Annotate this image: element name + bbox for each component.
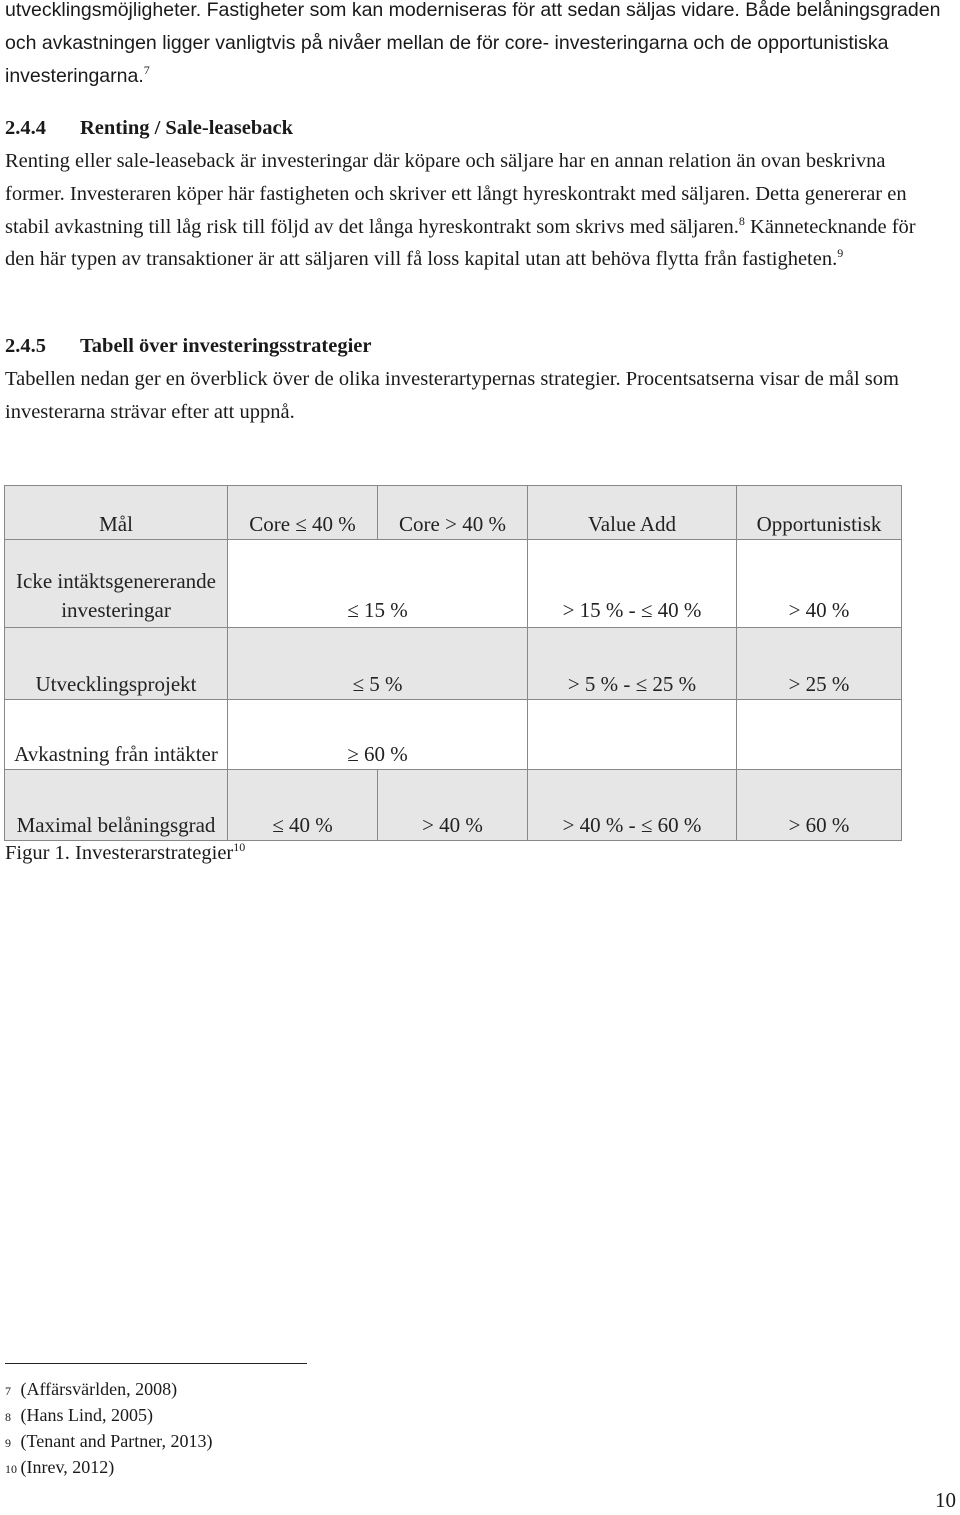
footnote-item (5, 1377, 212, 1403)
section-number: 2.4.4 (5, 117, 46, 139)
page-number: 10 (935, 1488, 956, 1512)
footnote-number: 10 (5, 1462, 17, 1476)
header-cell-goal: Mål (5, 486, 228, 540)
row-label: Utvecklingsprojekt (5, 628, 228, 700)
cell-core: ≤ 5 % (228, 628, 528, 700)
section-2-4-5-paragraph (5, 363, 950, 429)
section-2-4-4-paragraph (5, 145, 950, 276)
footnote-text: (Affärsvärlden, 2008) (20, 1379, 178, 1399)
header-cell-value-add: Value Add (528, 486, 737, 540)
table-row (5, 540, 902, 628)
section-title: Tabell över investeringsstrategier (80, 335, 372, 357)
table-row (5, 770, 902, 841)
footnote-number: 7 (5, 1384, 11, 1398)
footnote-ref-8[interactable]: 8 (738, 213, 745, 228)
cell-core: ≥ 60 % (228, 700, 528, 770)
footnote-ref-10[interactable]: 10 (233, 840, 246, 855)
cell-core-le40: ≤ 40 % (228, 770, 378, 841)
header-cell-core-gt40: Core > 40 % (378, 486, 528, 540)
footnote-number: 8 (5, 1410, 11, 1424)
footnote-item (5, 1429, 212, 1455)
intro-paragraph-text: utvecklingsmöjligheter. Fastigheter som kan moderniseras för att sedan säljas vidare. Både belåningsgraden och avkastningen ligger vanligtvis på nivåer mellan de för core- investeringarna och de opportunistiska investeringarna. (5, 0, 941, 87)
section-heading-2-4-5 (5, 331, 372, 361)
cell-value-add: > 15 % - ≤ 40 % (528, 540, 737, 628)
cell-opportunistic: > 40 % (737, 540, 902, 628)
footnote-item (5, 1403, 212, 1429)
cell-opportunistic: > 60 % (737, 770, 902, 841)
footnote-number: 9 (5, 1436, 11, 1450)
figure-caption-text: Figur 1. Investerarstrategier (5, 842, 234, 864)
footnote-text: (Hans Lind, 2005) (20, 1405, 153, 1425)
section-2-4-4-text-1: Renting eller sale-leaseback är investeringar där köpare och säljare har en annan relation än ovan beskrivna former. Investeraren köper här fastigheten och skriver ett långt hyreskontrakt med säljaren. Detta genererar en stabil avkastning till låg risk till följd av det långa hyreskontrakt som skrivs med säljaren. (5, 150, 907, 238)
section-2-4-5-text: Tabellen nedan ger en överblick över de olika investerartypernas strategier. Procentsatserna visar de mål som investerarna strävar efter att uppnå. (5, 368, 899, 423)
row-label: Avkastning från intäkter (5, 700, 228, 770)
cell-value-add: > 5 % - ≤ 25 % (528, 628, 737, 700)
section-number: 2.4.5 (5, 335, 46, 357)
header-cell-opportunistic: Opportunistisk (737, 486, 902, 540)
header-cell-core-le40: Core ≤ 40 % (228, 486, 378, 540)
footnotes (5, 1377, 212, 1481)
cell-core-gt40: > 40 % (378, 770, 528, 841)
cell-opportunistic (737, 700, 902, 770)
cell-value-add (528, 700, 737, 770)
table-header-row (5, 486, 902, 540)
footnote-ref-7[interactable]: 7 (143, 62, 150, 77)
section-title: Renting / Sale-leaseback (80, 117, 293, 139)
section-heading-2-4-4 (5, 113, 293, 143)
cell-opportunistic: > 25 % (737, 628, 902, 700)
intro-paragraph (5, 0, 950, 92)
section-2-4-4-text-2: Kännetecknande för den här typen av transaktioner är att säljaren vill få loss kapital utan att behöva flytta från fastigheten. (5, 215, 916, 271)
cell-core: ≤ 15 % (228, 540, 528, 628)
strategy-table (4, 485, 902, 841)
row-label: Icke intäktsgenererande investeringar (5, 540, 228, 628)
table-row (5, 700, 902, 770)
row-label: Maximal belåningsgrad (5, 770, 228, 841)
footnote-text: (Inrev, 2012) (20, 1457, 115, 1477)
footnote-divider (5, 1363, 307, 1364)
footnote-text: (Tenant and Partner, 2013) (20, 1431, 213, 1451)
cell-value-add: > 40 % - ≤ 60 % (528, 770, 737, 841)
footnote-ref-9[interactable]: 9 (837, 246, 844, 261)
table-row (5, 628, 902, 700)
footnote-item (5, 1455, 212, 1481)
figure-caption (5, 839, 245, 867)
